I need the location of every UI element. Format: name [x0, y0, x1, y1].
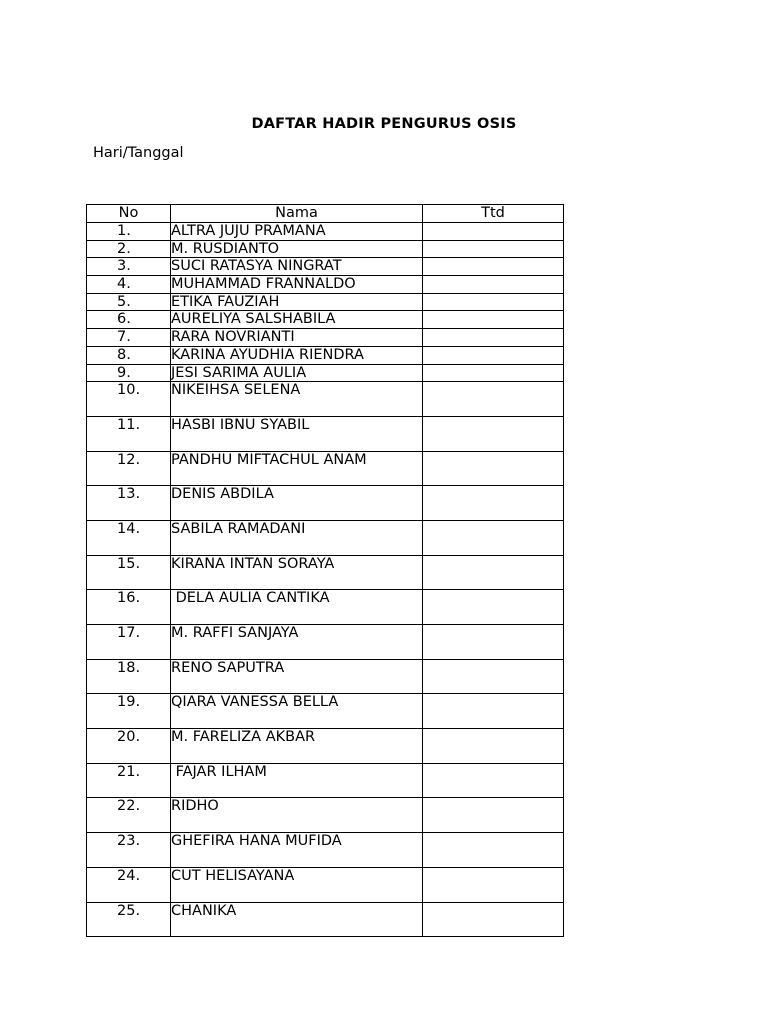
member-name: SABILA RAMADANI [171, 520, 423, 555]
table-header-row [87, 205, 564, 223]
member-name: ETIKA FAUZIAH [171, 293, 423, 311]
member-name: RIDHO [171, 798, 423, 833]
signature-cell[interactable] [423, 364, 564, 382]
row-number: 12. [87, 451, 171, 486]
table-row [87, 659, 564, 694]
member-name: JESI SARIMA AULIA [171, 364, 423, 382]
row-number: 5. [87, 293, 171, 311]
table-row [87, 798, 564, 833]
row-number: 11. [87, 416, 171, 451]
row-number: 10. [87, 382, 171, 417]
signature-cell[interactable] [423, 276, 564, 294]
signature-cell[interactable] [423, 694, 564, 729]
member-name: QIARA VANESSA BELLA [171, 694, 423, 729]
signature-cell[interactable] [423, 416, 564, 451]
signature-cell[interactable] [423, 867, 564, 902]
member-name: CUT HELISAYANA [171, 867, 423, 902]
signature-cell[interactable] [423, 223, 564, 241]
row-number: 17. [87, 625, 171, 660]
member-name: KIRANA INTAN SORAYA [171, 555, 423, 590]
header-ttd: Ttd [423, 205, 564, 223]
signature-cell[interactable] [423, 625, 564, 660]
signature-cell[interactable] [423, 240, 564, 258]
table-row [87, 520, 564, 555]
member-name: NIKEIHSA SELENA [171, 382, 423, 417]
table-row [87, 590, 564, 625]
table-row [87, 346, 564, 364]
table-body [87, 223, 564, 937]
header-no: No [87, 205, 171, 223]
table-row [87, 729, 564, 764]
member-name: GHEFIRA HANA MUFIDA [171, 833, 423, 868]
table-row [87, 763, 564, 798]
member-name: DELA AULIA CANTIKA [171, 590, 423, 625]
signature-cell[interactable] [423, 659, 564, 694]
row-number: 22. [87, 798, 171, 833]
row-number: 13. [87, 486, 171, 521]
member-name: HASBI IBNU SYABIL [171, 416, 423, 451]
member-name: MUHAMMAD FRANNALDO [171, 276, 423, 294]
table-row [87, 694, 564, 729]
row-number: 9. [87, 364, 171, 382]
row-number: 2. [87, 240, 171, 258]
signature-cell[interactable] [423, 382, 564, 417]
member-name: DENIS ABDILA [171, 486, 423, 521]
member-name: KARINA AYUDHIA RIENDRA [171, 346, 423, 364]
member-name: M. RUSDIANTO [171, 240, 423, 258]
signature-cell[interactable] [423, 329, 564, 347]
member-name: FAJAR ILHAM [171, 763, 423, 798]
document-title: DAFTAR HADIR PENGURUS OSIS [251, 116, 517, 132]
member-name: RARA NOVRIANTI [171, 329, 423, 347]
table-row [87, 364, 564, 382]
signature-cell[interactable] [423, 520, 564, 555]
row-number: 7. [87, 329, 171, 347]
date-label: Hari/Tanggal [93, 145, 184, 161]
member-name: M. RAFFI SANJAYA [171, 625, 423, 660]
table-row [87, 329, 564, 347]
row-number: 1. [87, 223, 171, 241]
table-row [87, 416, 564, 451]
member-name: AURELIYA SALSHABILA [171, 311, 423, 329]
signature-cell[interactable] [423, 833, 564, 868]
row-number: 23. [87, 833, 171, 868]
member-name: CHANIKA [171, 902, 423, 937]
row-number: 25. [87, 902, 171, 937]
table-row [87, 382, 564, 417]
signature-cell[interactable] [423, 258, 564, 276]
signature-cell[interactable] [423, 555, 564, 590]
signature-cell[interactable] [423, 311, 564, 329]
row-number: 4. [87, 276, 171, 294]
row-number: 21. [87, 763, 171, 798]
row-number: 15. [87, 555, 171, 590]
table-row [87, 833, 564, 868]
row-number: 8. [87, 346, 171, 364]
row-number: 20. [87, 729, 171, 764]
table-row [87, 276, 564, 294]
table-row [87, 451, 564, 486]
member-name: ALTRA JUJU PRAMANA [171, 223, 423, 241]
signature-cell[interactable] [423, 346, 564, 364]
signature-cell[interactable] [423, 293, 564, 311]
row-number: 3. [87, 258, 171, 276]
table-row [87, 867, 564, 902]
table-row [87, 902, 564, 937]
signature-cell[interactable] [423, 798, 564, 833]
row-number: 16. [87, 590, 171, 625]
signature-cell[interactable] [423, 451, 564, 486]
table-row [87, 625, 564, 660]
header-nama: Nama [171, 205, 423, 223]
signature-cell[interactable] [423, 486, 564, 521]
row-number: 24. [87, 867, 171, 902]
row-number: 6. [87, 311, 171, 329]
row-number: 19. [87, 694, 171, 729]
row-number: 18. [87, 659, 171, 694]
signature-cell[interactable] [423, 590, 564, 625]
table-row [87, 486, 564, 521]
table-row [87, 555, 564, 590]
table-row [87, 293, 564, 311]
member-name: PANDHU MIFTACHUL ANAM [171, 451, 423, 486]
table-row [87, 311, 564, 329]
signature-cell[interactable] [423, 763, 564, 798]
table-row [87, 240, 564, 258]
member-name: SUCI RATASYA NINGRAT [171, 258, 423, 276]
attendance-table [86, 204, 564, 937]
signature-cell[interactable] [423, 902, 564, 937]
row-number: 14. [87, 520, 171, 555]
member-name: M. FARELIZA AKBAR [171, 729, 423, 764]
table-row [87, 258, 564, 276]
member-name: RENO SAPUTRA [171, 659, 423, 694]
table-row [87, 223, 564, 241]
signature-cell[interactable] [423, 729, 564, 764]
